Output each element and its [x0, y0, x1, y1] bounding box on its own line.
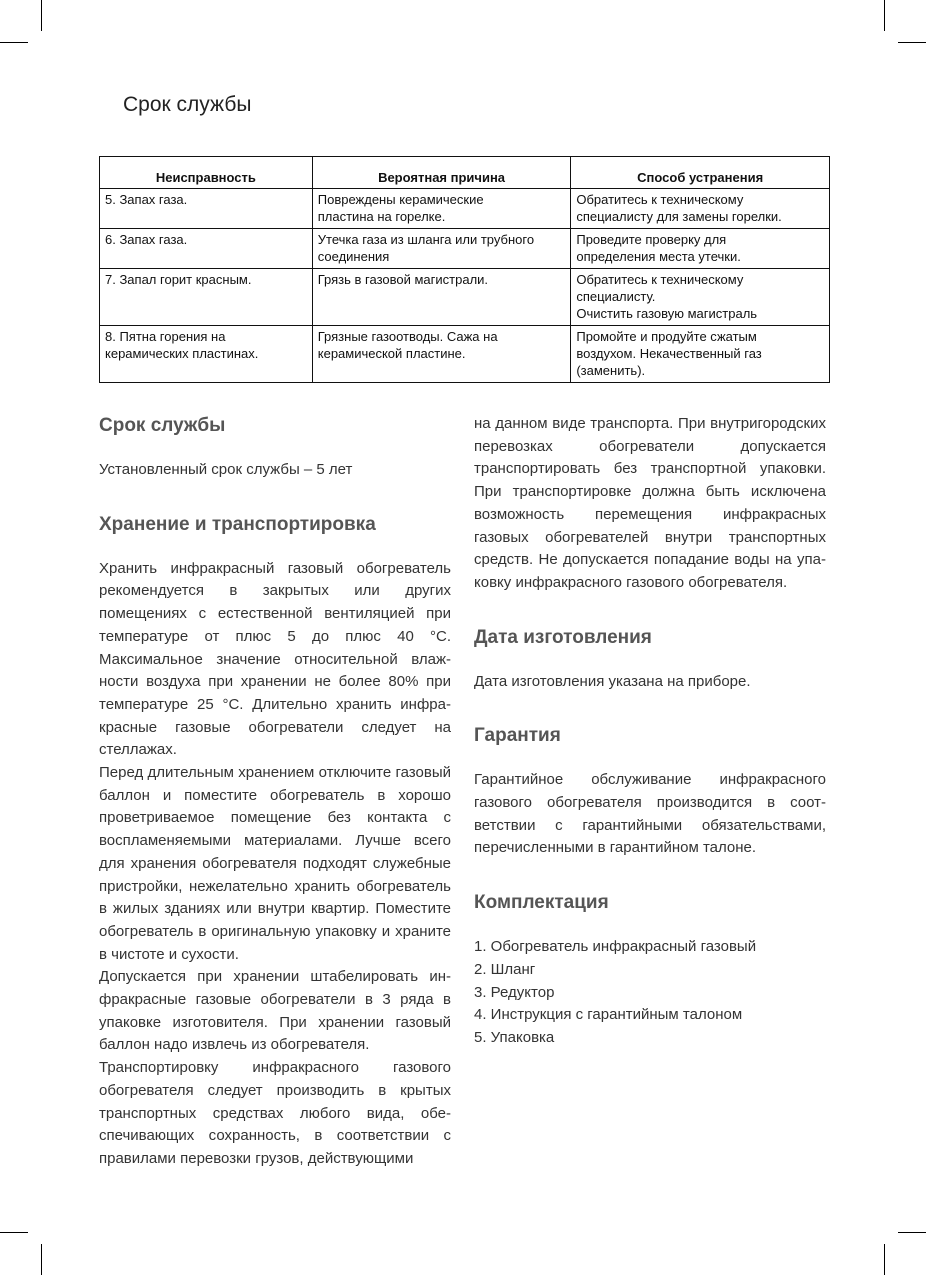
cell-line: Утечка газа из шланга или трубного	[317, 232, 535, 247]
crop-mark	[898, 42, 926, 43]
crop-mark	[41, 1244, 42, 1275]
cell-line: 7. Запал горит красным.	[105, 272, 252, 287]
list-item: 2. Шланг	[474, 960, 536, 978]
column-header-problem: Неисправность	[100, 157, 313, 189]
crop-mark	[41, 0, 42, 31]
cell-line: пластина на горелке.	[317, 209, 446, 224]
cell-line: Очистить газовую магистраль	[576, 306, 758, 321]
cell-cause	[312, 189, 571, 229]
cell-problem	[100, 326, 313, 383]
cell-cause	[312, 269, 571, 326]
warranty-text: Гарантийное обслуживание инфракрасного газового обогревателя производится в соответствии с гарантийными обязательствами, перечисленными в гарантийном талоне.	[474, 771, 826, 857]
storage-paragraph: Хранить инфракрасный газовый обогреватель рекомендуется в закрытых или других помещениях с естественной вентиляцией при температуре от плюс 5 до плюс 40 °С. Максимальное значение относительной влажности воздуха при хранении не более 80% при температуре 25 °С. Длительно хранить инфракрасные газовые обогреватели следует на стеллажах.	[99, 559, 451, 759]
storage-paragraph-continued: на данном виде транспорта. При внутригородских перевозках обогреватели допускается транспортировать без транспортной упаковки. При транспортировке должна быть исключена возможность перемещения инфракрасных газовых обогревателей внутри транспортных средств. Не допускается попадание воды на упаковку инфракрасного газового обогревателя.	[474, 415, 826, 591]
cell-line: Обратитесь к техническому	[576, 192, 744, 207]
cell-line: 8. Пятна горения на	[105, 329, 226, 344]
cell-problem	[100, 229, 313, 269]
table-row	[100, 229, 830, 269]
cell-line: воздухом. Некачественный газ	[576, 346, 762, 361]
cell-line: Проведите проверку для	[576, 232, 727, 247]
cell-line: 6. Запах газа.	[105, 232, 188, 247]
section-heading-service-life: Срок службы	[99, 415, 226, 436]
section-heading-storage: Хранение и транспортировка	[99, 513, 376, 535]
cell-solution	[571, 189, 830, 229]
cell-line: определения места утечки.	[576, 249, 741, 264]
cell-line: соединения	[317, 249, 390, 264]
crop-mark	[0, 1232, 28, 1233]
section-heading-manufacture-date: Дата изготовления	[474, 626, 652, 648]
crop-mark	[884, 0, 885, 31]
list-item: 4. Инструкция с гарантийным талоном	[474, 1006, 743, 1024]
storage-paragraph: Транспортировку инфракрасного газового обогревателя следует производить в крытых транспортных средствах любого вида, обеспечивающих сохранность, в соответствии с правилами перевозки грузов, действующими	[99, 1059, 451, 1167]
service-life-text: Установленный срок службы – 5 лет	[99, 461, 353, 478]
column-header-solution: Способ устранения	[571, 157, 830, 189]
kit-list	[474, 936, 826, 1050]
crop-mark	[884, 1244, 885, 1275]
cell-line: Обратитесь к техническому	[576, 272, 744, 287]
cell-line: Промойте и продуйте сжатым	[576, 329, 757, 344]
cell-solution	[571, 229, 830, 269]
cell-line: Грязные газоотводы. Сажа на	[317, 329, 498, 344]
section-heading-warranty: Гарантия	[474, 725, 561, 747]
cell-solution	[571, 269, 830, 326]
table-row	[100, 326, 830, 383]
cell-line: керамических пластинах.	[105, 346, 259, 361]
table-header-row	[100, 157, 830, 189]
cell-problem	[100, 269, 313, 326]
cell-problem	[100, 189, 313, 229]
storage-paragraph: Допускается при хранении штабелировать инфракрасные газовые обогреватели в 3 ряда в упаковке изготовителя. При хранении газовый баллон надо извлечь из обогревателя.	[99, 968, 451, 1054]
crop-mark	[898, 1232, 926, 1233]
column-header-cause: Вероятная причина	[312, 157, 571, 189]
cell-line: 5. Запах газа.	[105, 192, 188, 207]
cell-line: Повреждены керамические	[317, 192, 484, 207]
right-column	[474, 413, 826, 1050]
left-column	[99, 400, 451, 1171]
table-row	[100, 189, 830, 229]
cell-cause	[312, 326, 571, 383]
list-item: 1. Обогреватель инфракрасный газовый	[474, 938, 757, 956]
cell-line: специалисту.	[576, 289, 656, 304]
cell-solution	[571, 326, 830, 383]
table-row	[100, 269, 830, 326]
cell-line: специалисту для замены горелки.	[576, 209, 782, 224]
cell-cause	[312, 229, 571, 269]
section-heading-kit: Комплектация	[474, 892, 609, 914]
storage-paragraph: Перед длительным хранением отключите газовый баллон и поместите обогреватель в хорошо проветриваемое помещение без контакта с воспламеняемыми материалами. Лучше всего для хранения обогревателя подходят служебные пристройки, нежелательно хранить обогреватель в жилых зданиях или внутри квартир. Поместите обогреватель в оригинальную упаковку и храните в чистоте и сухости.	[99, 764, 451, 963]
list-item: 3. Редуктор	[474, 983, 555, 1001]
cell-line: Грязь в газовой магистрали.	[317, 272, 489, 287]
cell-line: (заменить).	[576, 363, 646, 378]
page-title: Срок службы	[123, 93, 252, 116]
cell-line: керамической пластине.	[317, 346, 466, 361]
crop-mark	[0, 42, 28, 43]
manufacture-date-text: Дата изготовления указана на приборе.	[474, 672, 751, 690]
troubleshooting-table	[99, 156, 830, 383]
list-item: 5. Упаковка	[474, 1028, 555, 1046]
